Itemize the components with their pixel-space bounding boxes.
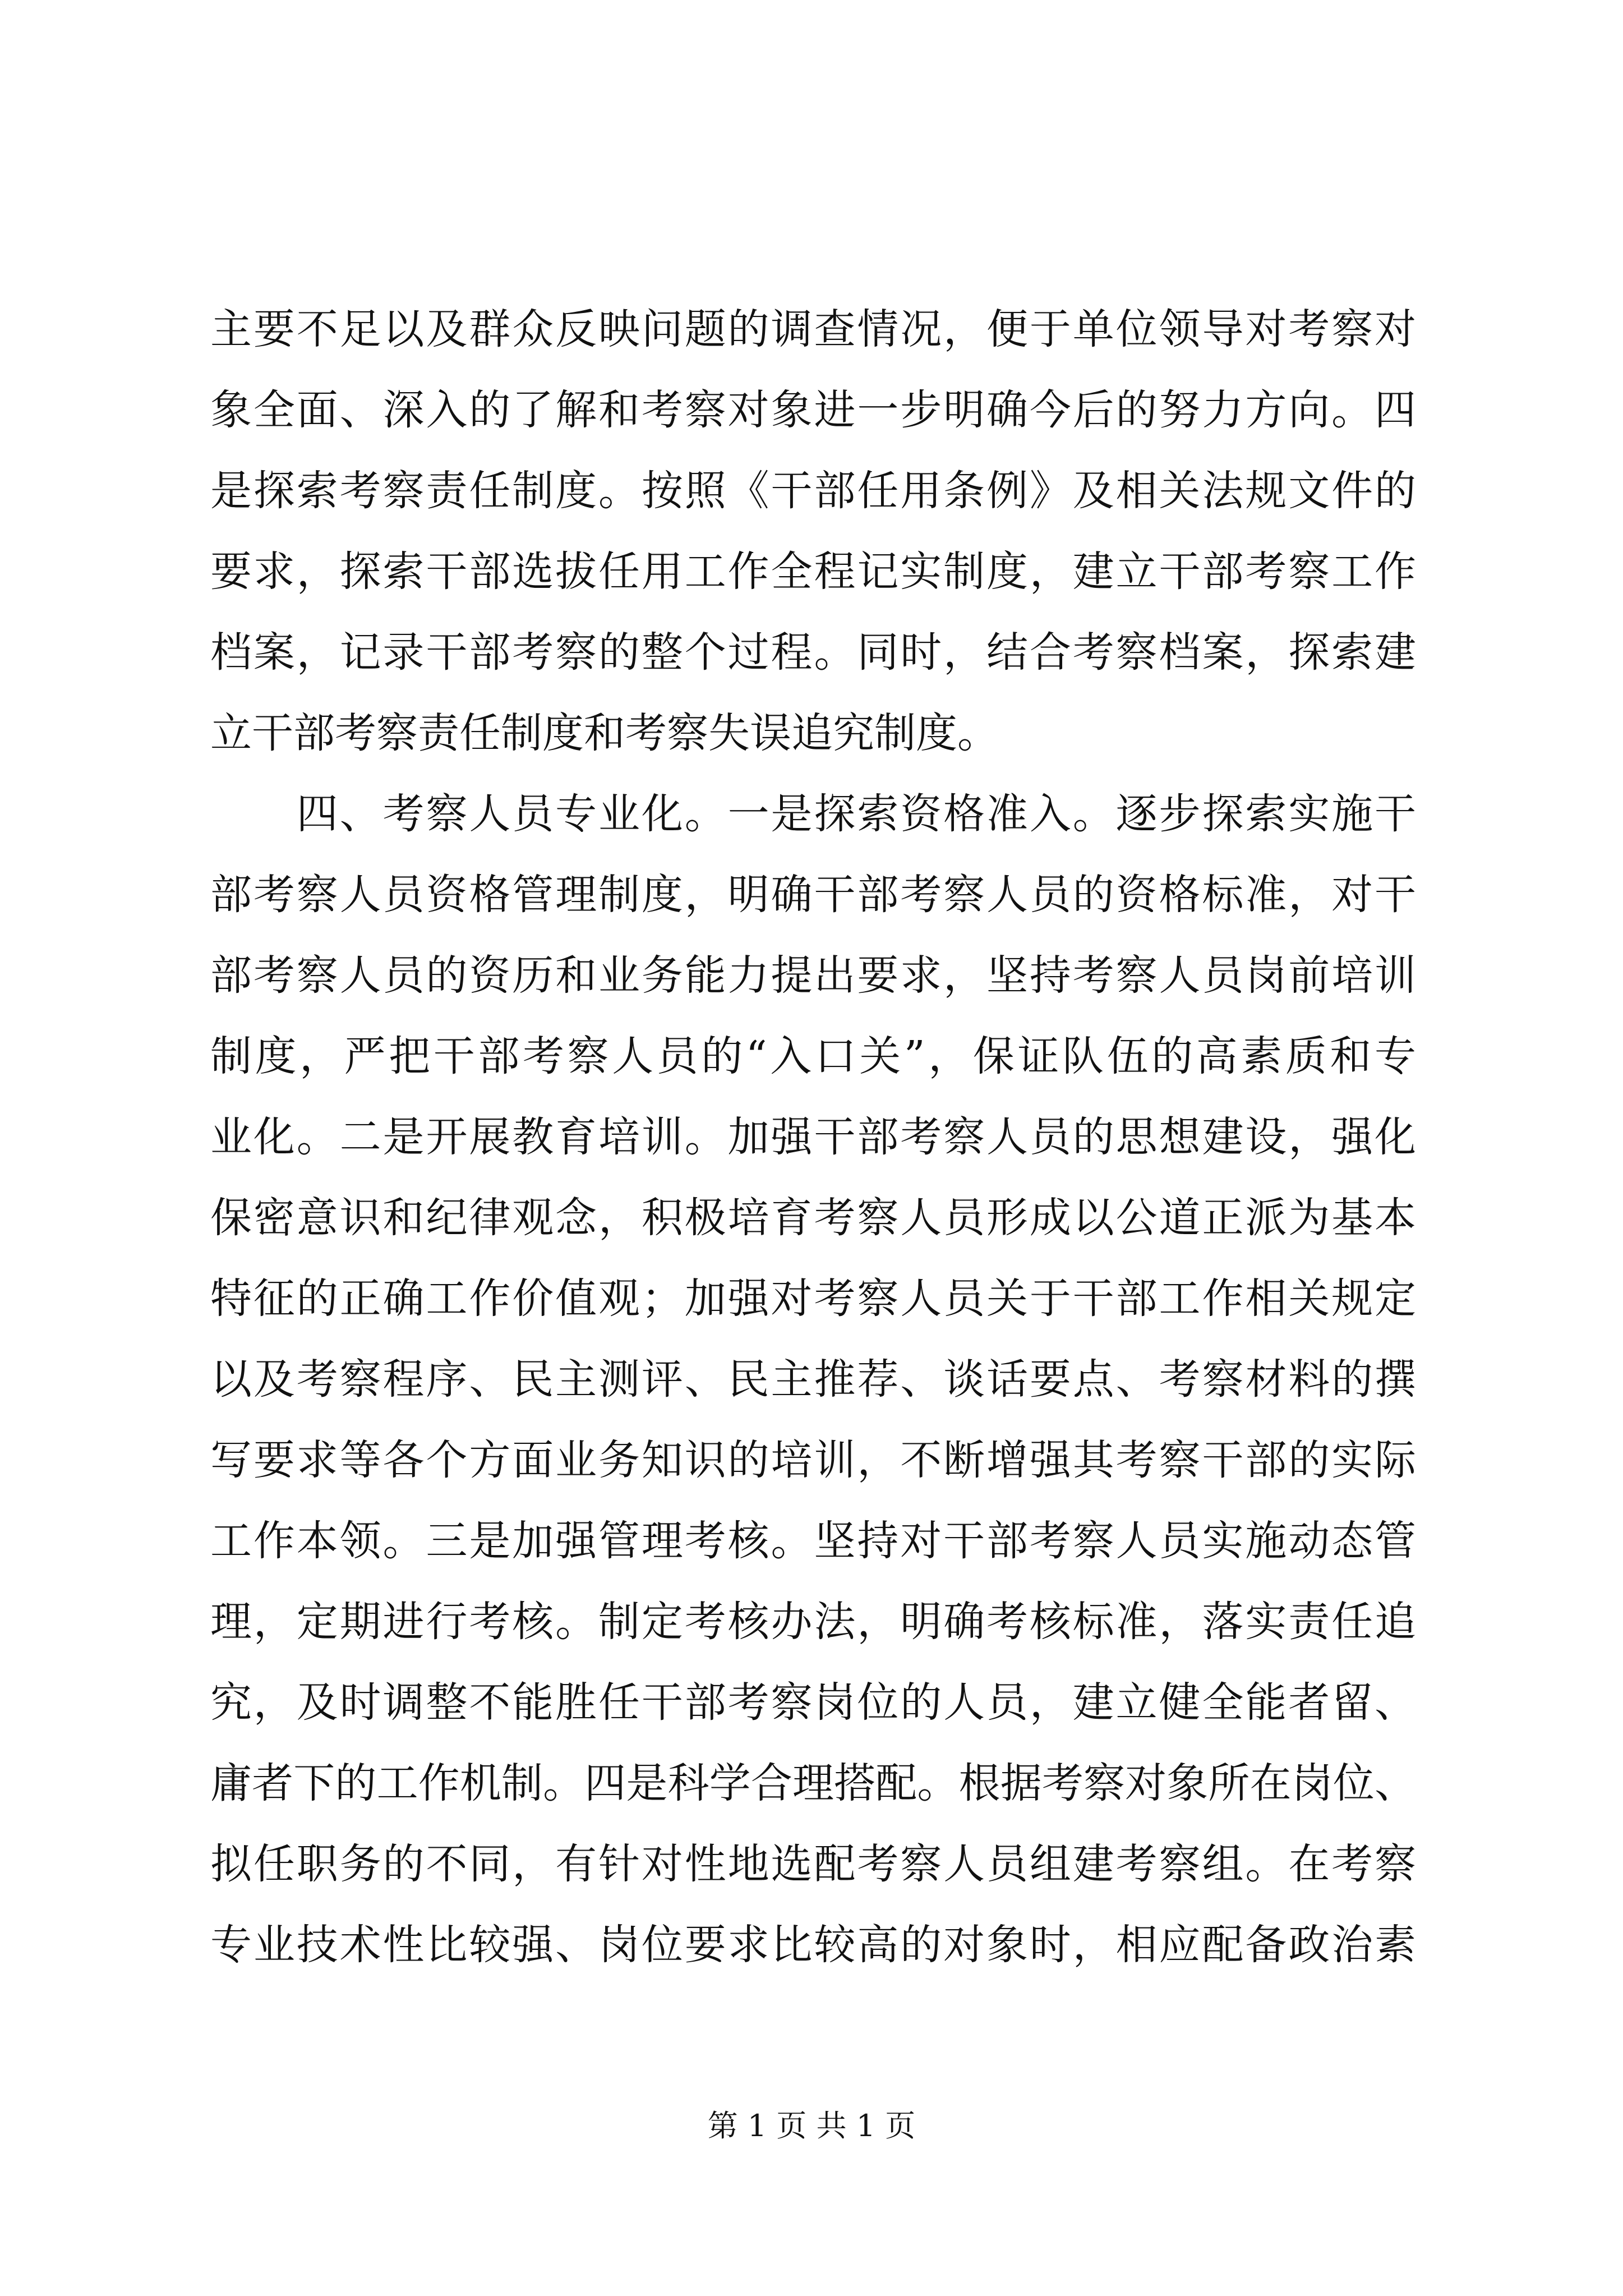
text-line: 业化。二是开展教育培训。加强干部考察人员的思想建设，强化 bbox=[210, 1113, 1416, 1161]
text-line: 保密意识和纪律观念，积极培育考察人员形成以公道正派为基本 bbox=[210, 1194, 1416, 1242]
text-line: 要求，探索干部选拔任用工作全程记实制度，建立干部考察工作 bbox=[210, 547, 1416, 596]
text-line: 特征的正确工作价值观；加强对考察人员关于干部工作相关规定 bbox=[210, 1274, 1416, 1323]
text-line: 是探索考察责任制度。按照《干部任用条例》及相关法规文件的 bbox=[210, 467, 1416, 515]
text-line: 四、考察人员专业化。一是探索资格准入。逐步探索实施干 bbox=[210, 790, 1416, 838]
body-text bbox=[210, 289, 1416, 1985]
text-line: 以及考察程序、民主测评、民主推荐、谈话要点、考察材料的撰 bbox=[210, 1355, 1416, 1404]
page-footer bbox=[0, 2106, 1623, 2146]
text-line: 档案，记录干部考察的整个过程。同时，结合考察档案，探索建 bbox=[210, 628, 1416, 677]
text-line: 理，定期进行考核。制定考核办法，明确考核标准，落实责任追 bbox=[210, 1598, 1416, 1646]
text-line: 象全面、深入的了解和考察对象进一步明确今后的努力方向。四 bbox=[210, 386, 1416, 434]
text-line: 部考察人员资格管理制度，明确干部考察人员的资格标准，对干 bbox=[210, 871, 1416, 919]
text-line: 庸者下的工作机制。四是科学合理搭配。根据考察对象所在岗位、 bbox=[210, 1759, 1416, 1807]
text-line: 制度，严把干部考察人员的“入口关”，保证队伍的高素质和专 bbox=[210, 1032, 1416, 1080]
text-line: 工作本领。三是加强管理考核。坚持对干部考察人员实施动态管 bbox=[210, 1517, 1416, 1565]
page-number: 第 1 页 共 1 页 bbox=[707, 2108, 916, 2143]
text-line: 写要求等各个方面业务知识的培训，不断增强其考察干部的实际 bbox=[210, 1436, 1416, 1484]
text-line: 主要不足以及群众反映问题的调查情况，便于单位领导对考察对 bbox=[210, 305, 1416, 353]
text-line: 拟任职务的不同，有针对性地选配考察人员组建考察组。在考察 bbox=[210, 1840, 1416, 1888]
text-line: 立干部考察责任制度和考察失误追究制度。 bbox=[210, 709, 999, 757]
text-line: 部考察人员的资历和业务能力提出要求，坚持考察人员岗前培训 bbox=[210, 951, 1416, 1000]
text-line: 究，及时调整不能胜任干部考察岗位的人员，建立健全能者留、 bbox=[210, 1678, 1416, 1727]
text-line: 专业技术性比较强、岗位要求比较高的对象时，相应配备政治素 bbox=[210, 1921, 1416, 1969]
